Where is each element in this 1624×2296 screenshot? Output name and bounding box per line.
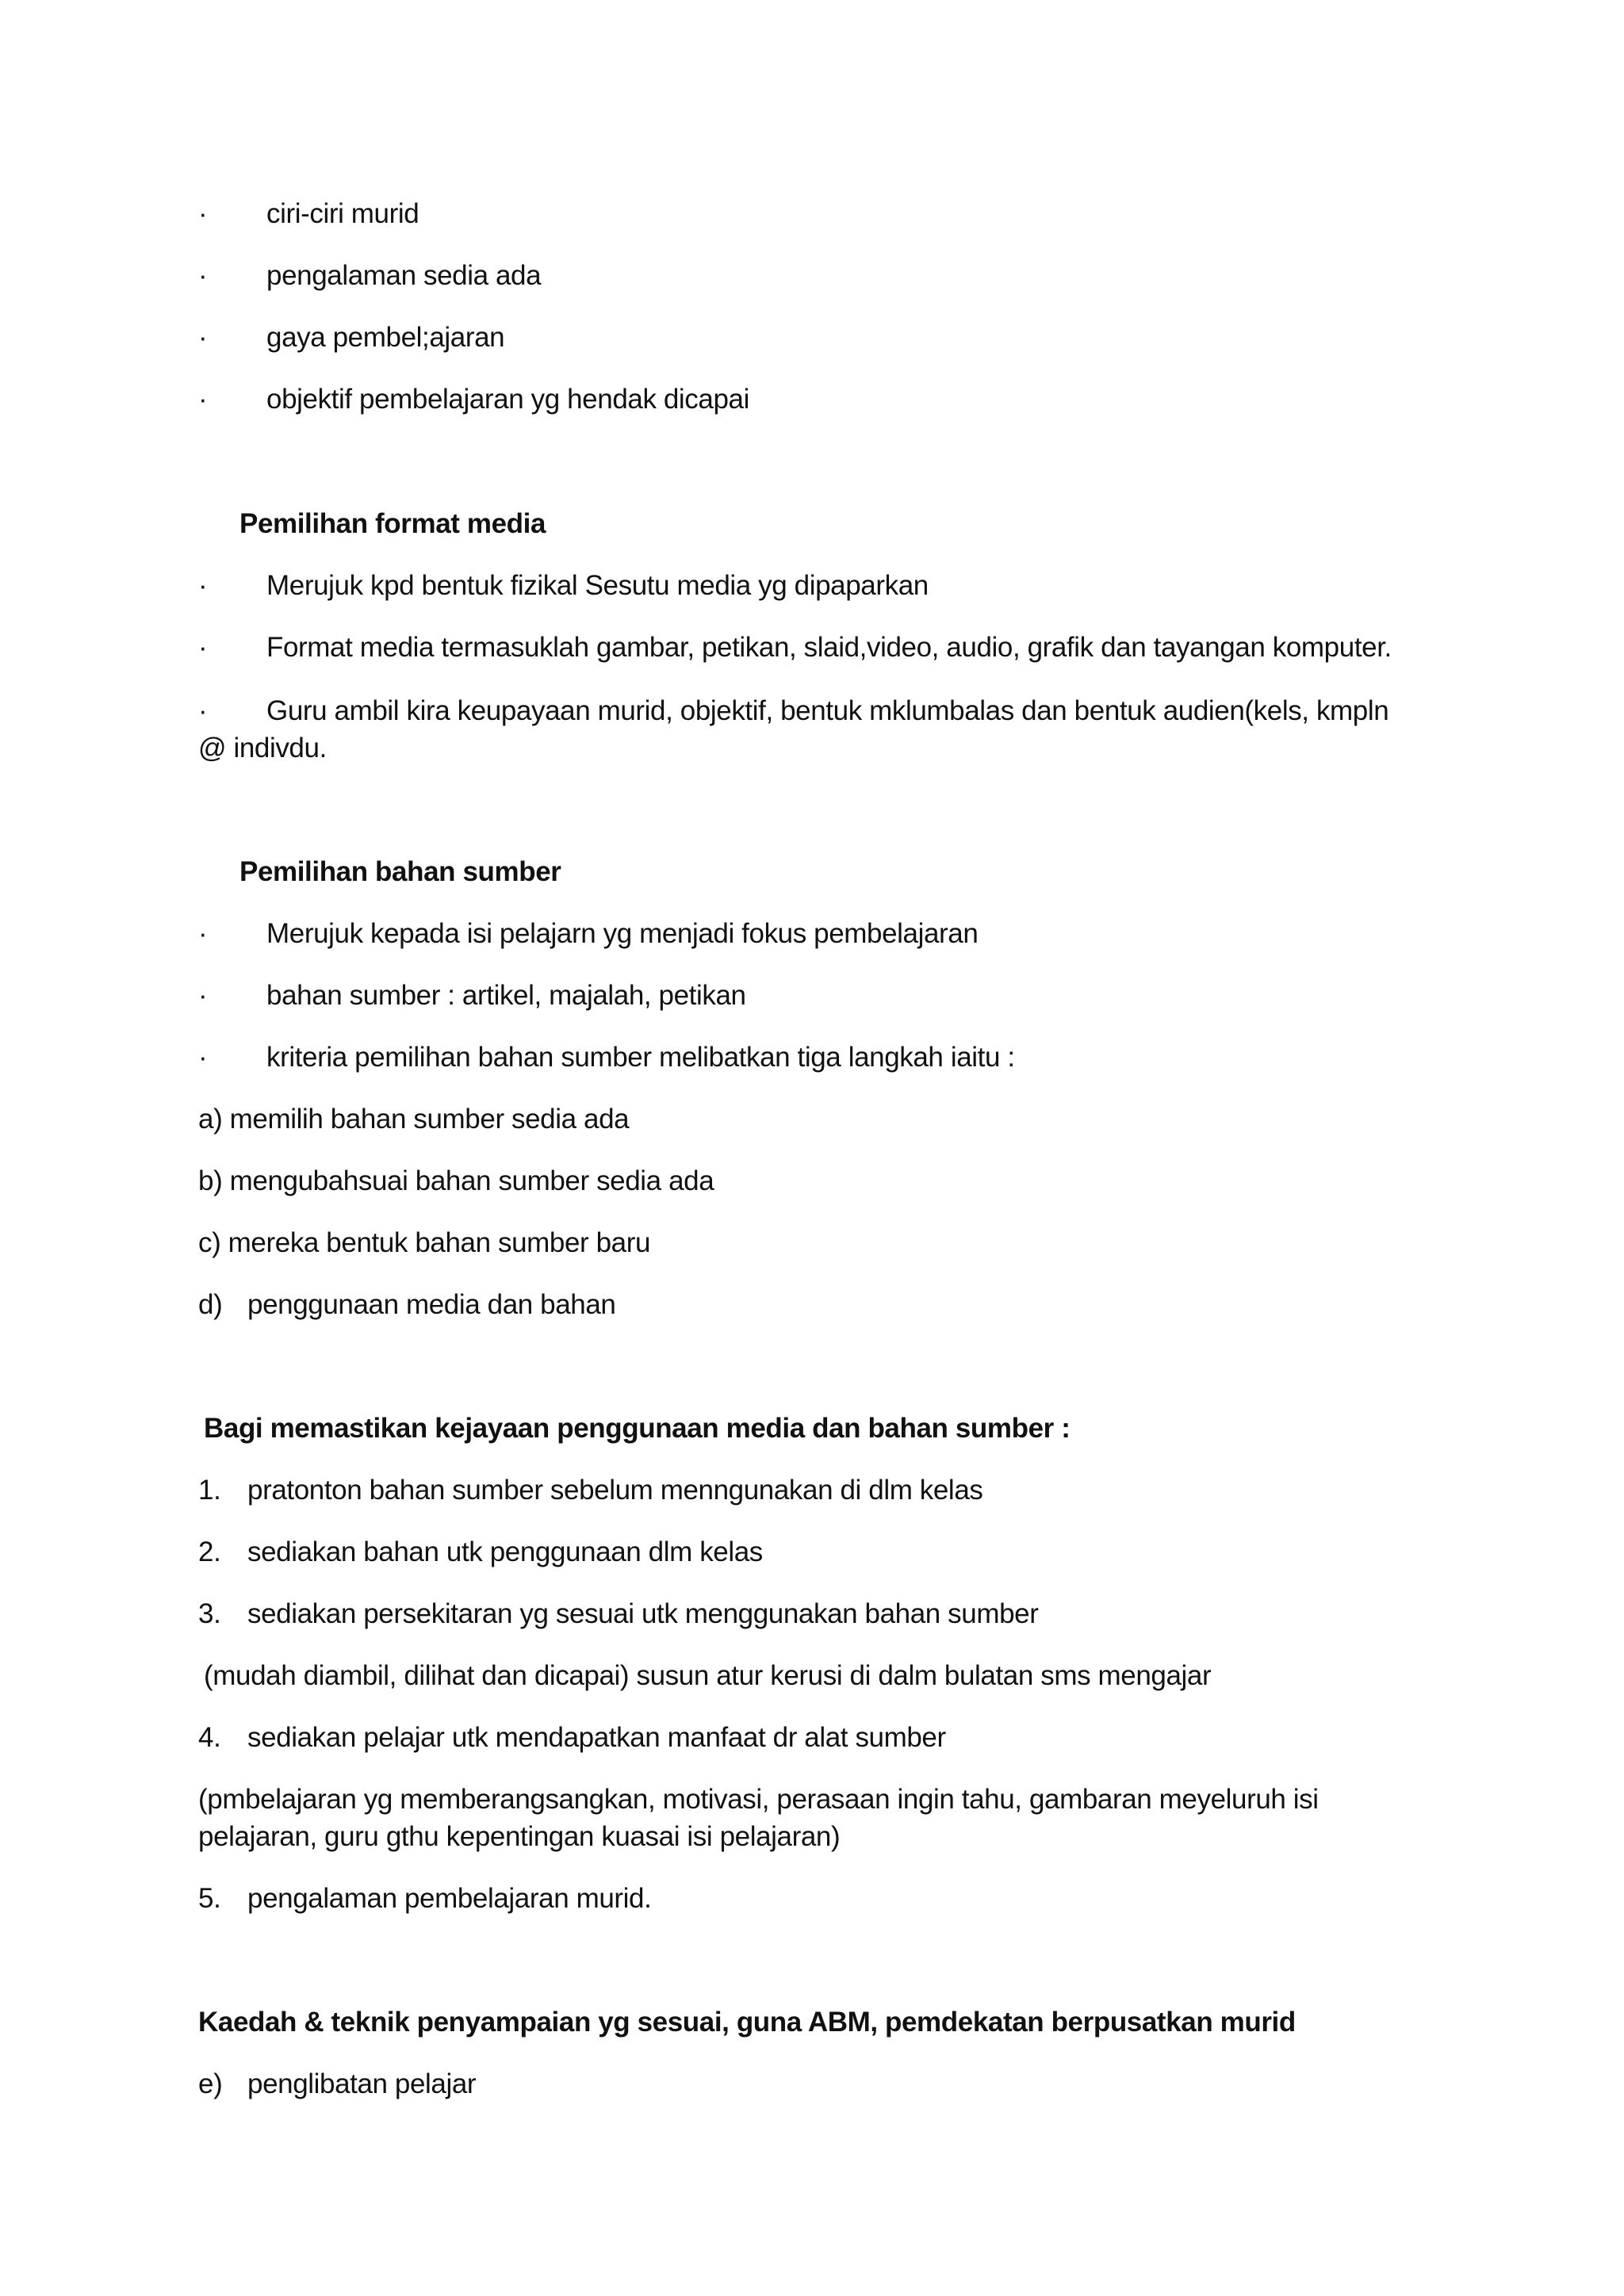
section-heading-kejayaan: Bagi memastikan kejayaan penggunaan media dan bahan sumber : [204,1413,1071,1444]
list-item [198,568,929,604]
item-number: 1. [198,1475,221,1506]
section-heading-kaedah: Kaedah & teknik penyampaian yg sesuai, guna ABM, pemdekatan berpusatkan murid [198,2007,1296,2038]
item-number: 3. [198,1598,221,1629]
item-number: 4. [198,1722,221,1753]
bullet-mark: · [198,198,208,229]
section-heading-format-media: Pemilihan format media [239,508,546,539]
item-number: 5. [198,1883,221,1914]
list-item-text: pengalaman sedia ada [266,260,542,291]
numbered-item-text: sediakan bahan utk penggunaan dlm kelas [247,1536,763,1567]
item-marker: e) [198,2068,223,2099]
section-heading-bahan-sumber: Pemilihan bahan sumber [239,856,561,887]
list-item [198,978,746,1014]
list-item [198,1039,1015,1076]
list-item [198,381,749,418]
list-item-text: gaya pembel;ajaran [266,322,505,353]
list-item [198,196,419,232]
bullet-mark: · [198,695,208,726]
step-item: a) memilih bahan sumber sedia ada [198,1104,630,1135]
numbered-item [198,1472,982,1509]
numbered-item-text: pengalaman pembelajaran murid. [247,1883,652,1914]
numbered-item [198,1881,651,1917]
list-item-text: ciri-ciri murid [266,198,419,229]
numbered-item-text: sediakan pelajar utk mendapatkan manfaat dr alat sumber [247,1722,946,1753]
list-item [198,320,504,356]
bullet-mark: · [198,384,208,415]
bullet-mark: · [198,260,208,291]
bullet-mark: · [198,980,208,1011]
step-item [198,2066,476,2103]
bullet-mark: · [198,918,208,949]
list-item-text: Merujuk kepada isi pelajarn yg menjadi fokus pembelajaran [266,918,979,949]
list-item [198,629,1392,666]
bullet-mark: · [198,632,208,663]
list-item-text: Merujuk kpd bentuk fizikal Sesutu media yg dipaparkan [266,570,929,601]
numbered-item [198,1720,946,1756]
list-item-text: objektif pembelajaran yg hendak dicapai [266,384,749,415]
list-item-text: bahan sumber : artikel, majalah, petikan [266,980,746,1011]
list-item-text: Guru ambil kira keupayaan murid, objektif, bentuk mklumbalas dan bentuk audien(kels, kmpln [266,695,1389,726]
step-item: b) mengubahsuai bahan sumber sedia ada [198,1165,714,1196]
list-item [198,693,1388,729]
numbered-item-note: (mudah diambil, dilihat dan dicapai) susun atur kerusi di dalm bulatan sms mengajar [204,1660,1212,1691]
bullet-mark: · [198,570,208,601]
bullet-mark: · [198,1042,208,1073]
step-item-text: penglibatan pelajar [247,2068,477,2099]
bullet-mark: · [198,322,208,353]
step-item-text: penggunaan media dan bahan [247,1289,616,1320]
numbered-item-note: pelajaran, guru gthu kepentingan kuasai isi pelajaran) [198,1821,841,1852]
numbered-item-text: pratonton bahan sumber sebelum menngunakan di dlm kelas [247,1475,983,1506]
list-item-continuation: @ indivdu. [198,733,327,763]
numbered-item [198,1596,1038,1632]
numbered-item-text: sediakan persekitaran yg sesuai utk menggunakan bahan sumber [247,1598,1039,1629]
step-item [198,1287,615,1323]
list-item-text: Format media termasuklah gambar, petikan, slaid,video, audio, grafik dan tayangan komputer. [266,632,1392,663]
list-item [198,916,978,952]
list-item-text: kriteria pemilihan bahan sumber melibatkan tiga langkah iaitu : [266,1042,1015,1073]
list-item [198,258,541,294]
numbered-item-note: (pmbelajaran yg memberangsangkan, motivasi, perasaan ingin tahu, gambaran meyeluruh isi [198,1784,1319,1815]
numbered-item [198,1534,763,1571]
step-item: c) mereka bentuk bahan sumber baru [198,1227,651,1258]
item-number: 2. [198,1536,221,1567]
item-marker: d) [198,1289,223,1320]
